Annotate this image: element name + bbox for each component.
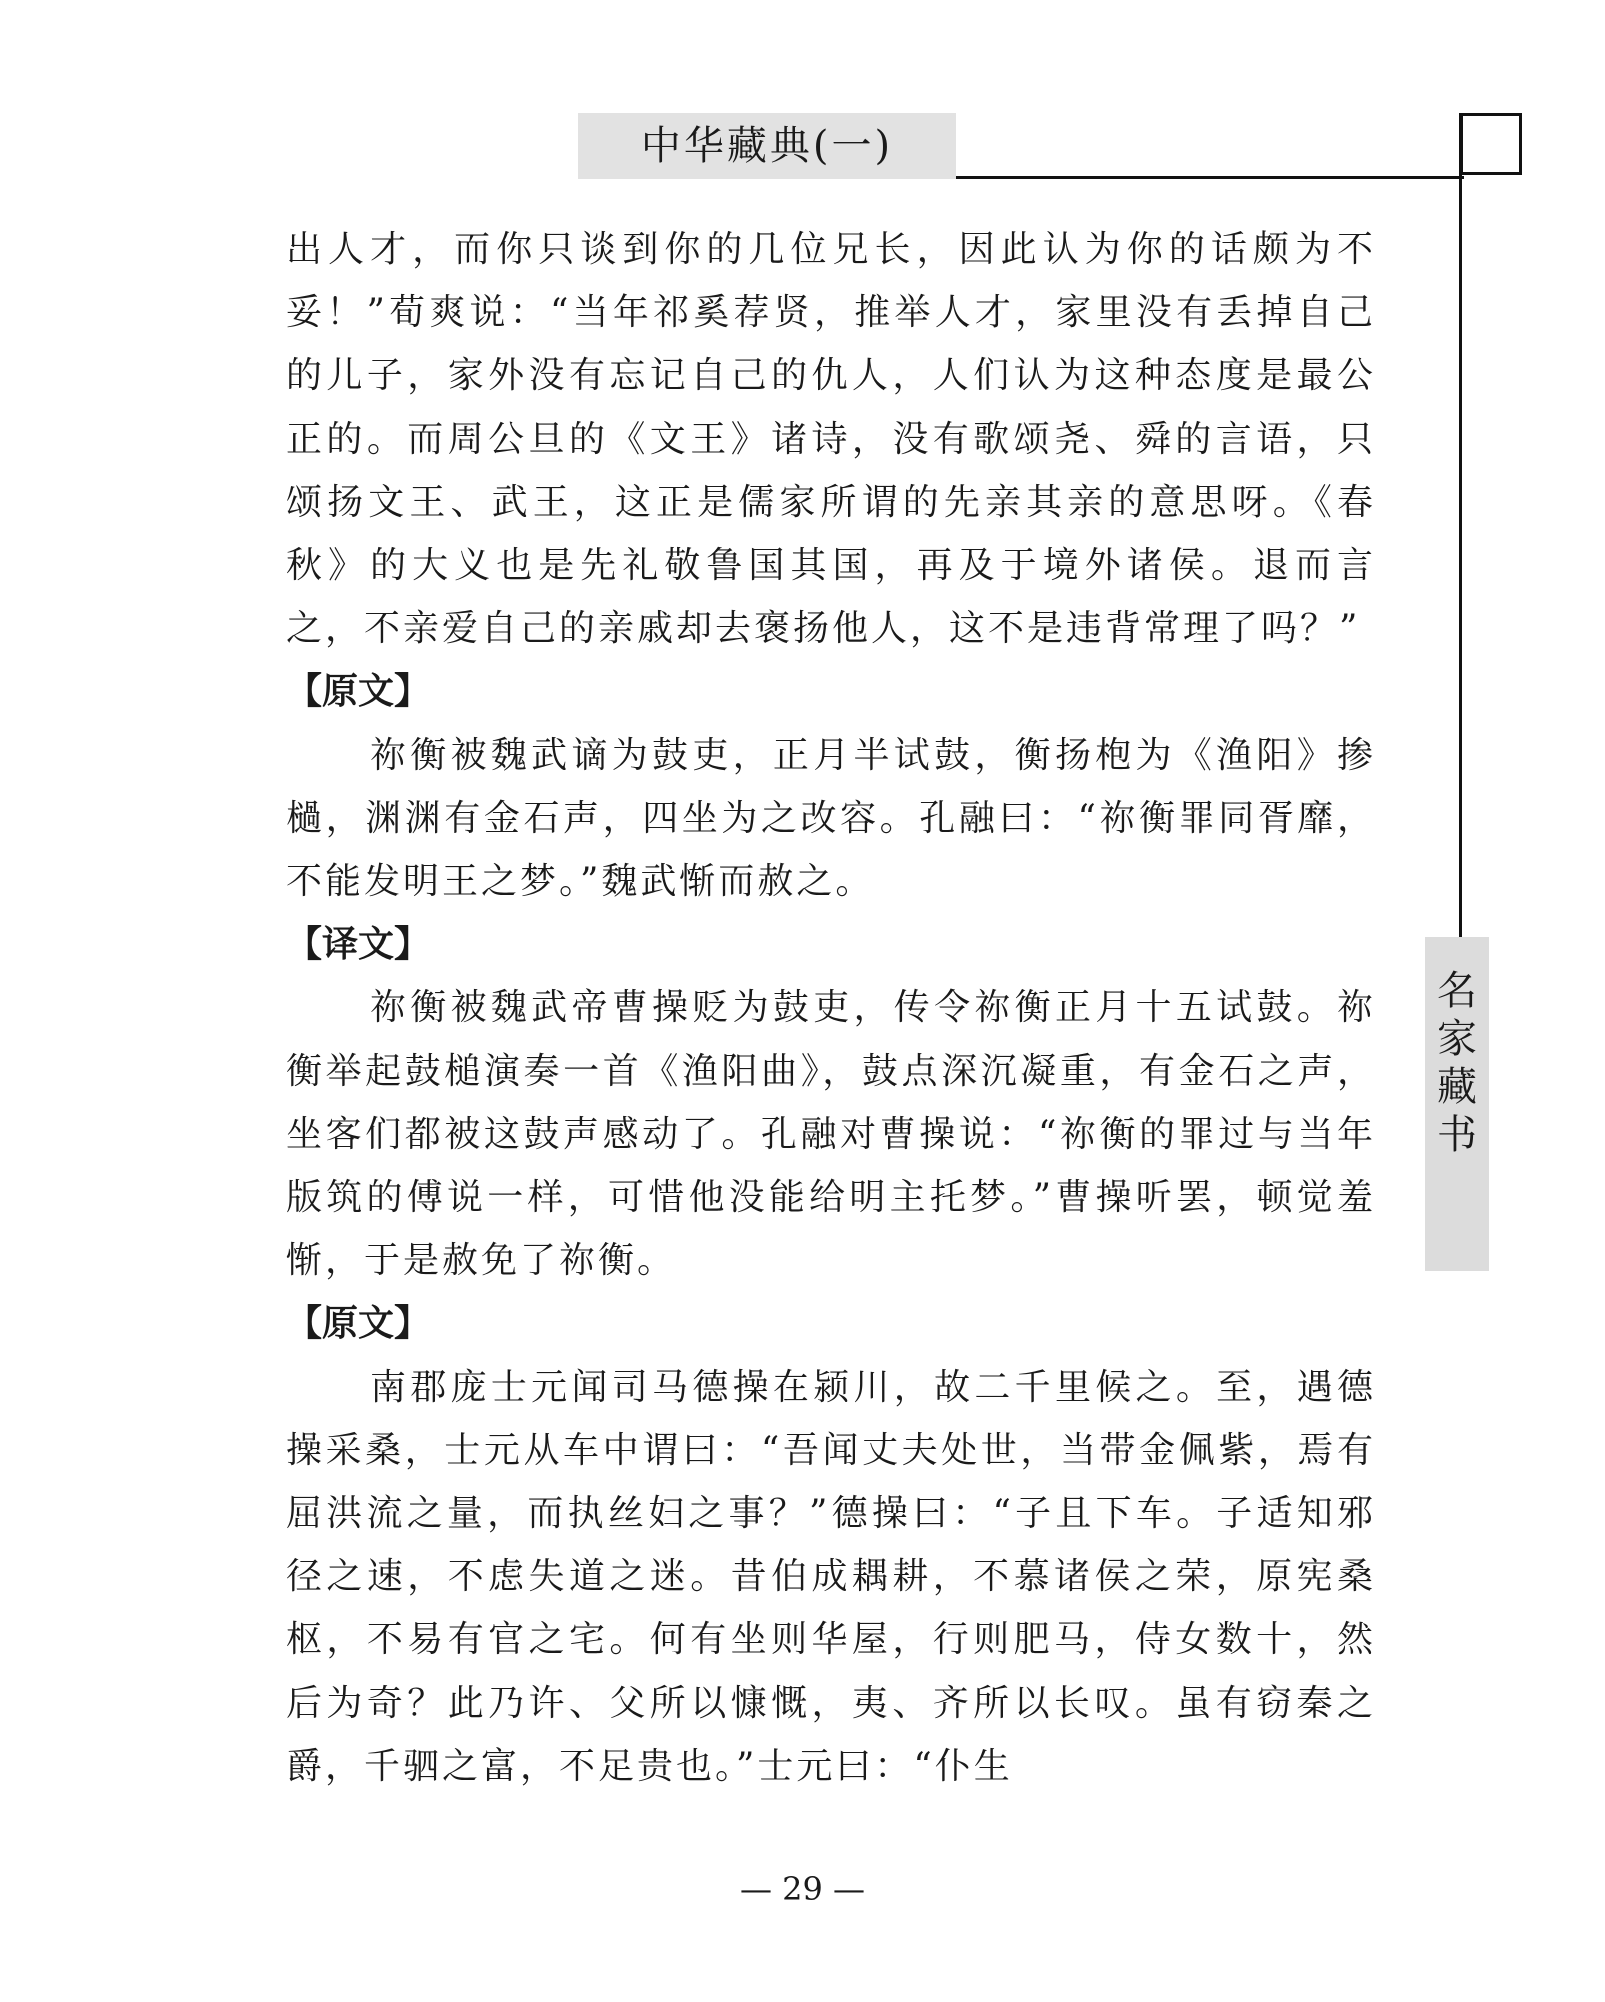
- section-heading-translation: 【译文】: [286, 923, 431, 966]
- paragraph-original-text: 祢衡被魏武谪为鼓吏，正月半试鼓，衡扬枹为《渔阳》掺檛，渊渊有金石声，四坐为之改容。孔融曰：“祢衡罪同胥靡，不能发明王之梦。”魏武惭而赦之。: [286, 734, 1376, 903]
- side-vertical-rule: [1459, 113, 1462, 939]
- paragraph-original-text-2: 南郡庞士元闻司马德操在颍川，故二千里候之。至，遇德操采桑，士元从车中谓曰：“吾闻丈夫处世，当带金佩紫，焉有屈洪流之量，而执丝妇之事？”德操曰：“子且下车。子适知邪径之速，不虑失道之迷。昔伯成耦耕，不慕诸侯之荣，原宪桑枢，不易有官之宅。何有坐则华屋，行则肥马，侍女数十，然后为奇？此乃许、父所以慷慨，夷、齐所以长叹。虽有窃秦之爵，千驷之富，不足贵也。”士元曰：“仆生: [286, 1366, 1376, 1787]
- paragraph-translation-continued: 出人才，而你只谈到你的几位兄长，因此认为你的话颇为不妥！”荀爽说：“当年祁奚荐贤，推举人才，家里没有丢掉自己的儿子，家外没有忘记自己的仇人，人们认为这种态度是最公正的。而周公旦的《文王》诸诗，没有歌颂尧、舜的言语，只颂扬文王、武王，这正是儒家所谓的先亲其亲的意思呀。《春秋》的大义也是先礼敬鲁国其国，再及于境外诸侯。退而言之，不亲爱自己的亲戚却去褒扬他人，这不是违背常理了吗？”: [286, 229, 1376, 650]
- section-heading-original: 【原文】: [286, 670, 431, 713]
- running-header-title: 中华藏典(一): [578, 113, 956, 179]
- paragraph-translation: 祢衡被魏武帝曹操贬为鼓吏，传令祢衡正月十五试鼓。祢衡举起鼓槌演奏一首《渔阳曲》，鼓点深沉凝重，有金石之声，坐客们都被这鼓声感动了。孔融对曹操说：“祢衡的罪过与当年版筑的傅说一样，可惜他没能给明主托梦。”曹操听罢，顿觉羞惭，于是赦免了祢衡。: [286, 987, 1376, 1282]
- side-tab: [1425, 937, 1489, 1271]
- header-rule: [956, 176, 1464, 179]
- corner-square-decoration: [1460, 113, 1522, 175]
- side-tab-label: 名 家 藏 书: [1437, 968, 1477, 1158]
- main-text: [286, 218, 1376, 1798]
- section-heading-original-2: 【原文】: [286, 1302, 431, 1345]
- page-number: — 29 —: [739, 1870, 866, 1908]
